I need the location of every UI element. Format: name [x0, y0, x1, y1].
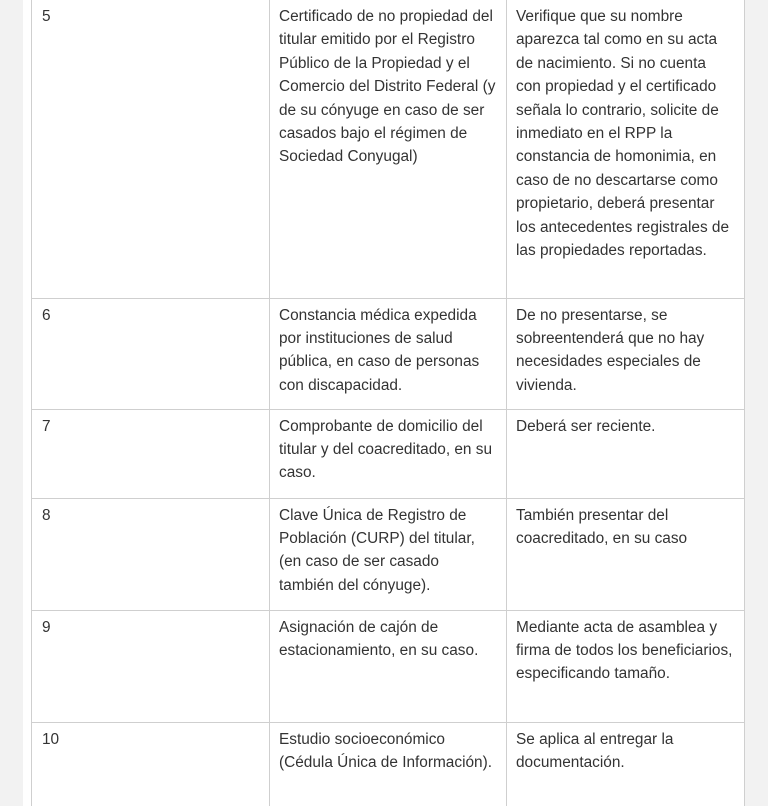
row-number-cell: 6	[32, 298, 270, 409]
note-cell: Mediante acta de asamblea y firma de todos los beneficiarios, especificando tamaño.	[507, 610, 745, 722]
note-cell: De no presentarse, se sobreentenderá que no hay necesidades especiales de vivienda.	[507, 298, 745, 409]
table-row	[32, 0, 745, 298]
document-cell: Certificado de no propiedad del titular emitido por el Registro Público de la Propiedad y el Comercio del Distrito Federal (y de su cónyuge en caso de ser casados bajo el régimen de Sociedad Conyugal)	[270, 0, 507, 298]
left-page-gutter	[0, 0, 23, 806]
table-row	[32, 298, 745, 409]
note-cell: También presentar del coacreditado, en su caso	[507, 498, 745, 610]
table-row	[32, 722, 745, 806]
row-number-cell: 7	[32, 409, 270, 498]
requirements-table	[31, 0, 745, 806]
table-row	[32, 610, 745, 722]
table-row	[32, 498, 745, 610]
document-cell: Estudio socioeconómico (Cédula Única de Información).	[270, 722, 507, 806]
row-number-cell: 8	[32, 498, 270, 610]
note-cell: Verifique que su nombre aparezca tal como en su acta de nacimiento. Si no cuenta con propiedad y el certificado señala lo contrario, solicite de inmediato en el RPP la constancia de homonimia, en caso de no descartarse como propietario, deberá presentar los antecedentes registrales de las propiedades reportadas.	[507, 0, 745, 298]
note-cell: Se aplica al entregar la documentación.	[507, 722, 745, 806]
row-number-cell: 10	[32, 722, 270, 806]
document-cell: Asignación de cajón de estacionamiento, en su caso.	[270, 610, 507, 722]
document-cell: Clave Única de Registro de Población (CURP) del titular, (en caso de ser casado también del cónyuge).	[270, 498, 507, 610]
table-row	[32, 409, 745, 498]
row-number-cell: 5	[32, 0, 270, 298]
document-cell: Comprobante de domicilio del titular y del coacreditado, en su caso.	[270, 409, 507, 498]
note-cell: Deberá ser reciente.	[507, 409, 745, 498]
right-page-gutter	[744, 0, 768, 806]
document-cell: Constancia médica expedida por instituciones de salud pública, en caso de personas con discapacidad.	[270, 298, 507, 409]
row-number-cell: 9	[32, 610, 270, 722]
